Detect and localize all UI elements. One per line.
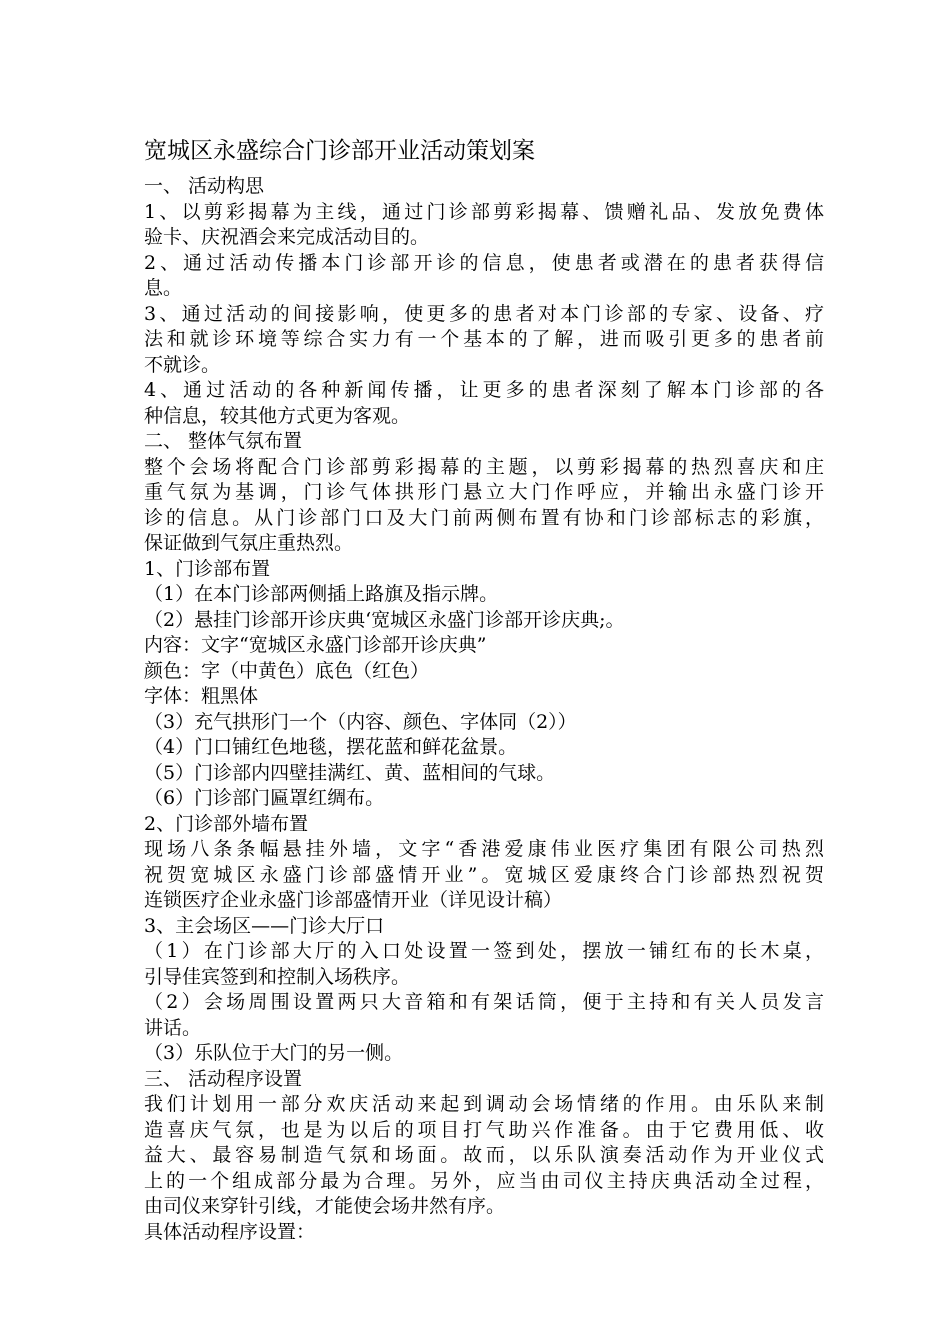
- subsection-heading: 3、主会场区——门诊大厅口: [144, 914, 385, 937]
- paragraph-line: 字体：粗黑体: [144, 685, 259, 707]
- paragraph-line: 种信息，较其他方式更为客观。: [144, 404, 411, 427]
- paragraph-line: 验卡、庆祝酒会来完成活动目的。: [144, 226, 430, 248]
- paragraph-line: 祝贺宽城区永盛门诊部盛情开业”。宽城区爱康终合门诊部热烈祝贺: [144, 863, 824, 886]
- paragraph-line: 由司仪来穿针引线，才能使会场井然有序。: [144, 1195, 506, 1217]
- list-item: （5）门诊部内四壁挂满红、黄、蓝相间的气球。: [144, 761, 556, 784]
- paragraph-line: 整个会场将配合门诊部剪彩揭幕的主题，以剪彩揭幕的热烈喜庆和庄: [144, 455, 824, 478]
- paragraph-line: 1、以剪彩揭幕为主线，通过门诊部剪彩揭幕、馈赠礼品、发放免费体: [144, 200, 824, 223]
- paragraph-line: 内容：文字“宽城区永盛门诊部开诊庆典”: [144, 634, 487, 656]
- paragraph-line: 具体活动程序设置：: [144, 1220, 316, 1243]
- list-item: 讲话。: [144, 1016, 202, 1039]
- paragraph-line: 4、通过活动的各种新闻传播，让更多的患者深刻了解本门诊部的各: [144, 379, 824, 401]
- paragraph-line: 法和就诊环境等综合实力有一个基本的了解，进而吸引更多的患者前: [144, 328, 824, 350]
- document-title: 宽城区永盛综合门诊部开业活动策划案: [144, 138, 535, 164]
- paragraph-line: 现场八条条幅悬挂外墙，文字“香港爱康伟业医疗集团有限公司热烈: [144, 838, 824, 860]
- paragraph-line: 重气氛为基调，门诊气体拱形门悬立大门作呼应，并输出永盛门诊开: [144, 481, 824, 503]
- subsection-heading: 2、门诊部外墙布置: [144, 812, 309, 835]
- paragraph-line: 3、通过活动的间接影响，使更多的患者对本门诊部的专家、设备、疗: [144, 302, 824, 325]
- list-item: （3）乐队位于大门的另一侧。: [144, 1042, 404, 1064]
- paragraph-line: 益大、最容易制造气氛和场面。故而，以乐队演奏活动作为开业仪式: [144, 1144, 824, 1166]
- paragraph-line: 我们计划用一部分欢庆活动来起到调动会场情绪的作用。由乐队来制: [144, 1093, 824, 1115]
- section-heading: 三、 活动程序设置: [144, 1067, 303, 1090]
- list-item: （1）在门诊部大厅的入口处设置一签到处，摆放一铺红布的长木桌，: [144, 940, 824, 962]
- list-item: （2）悬挂门诊部开诊庆典‘宽城区永盛门诊部开诊庆典;。: [144, 608, 625, 631]
- paragraph-line: 上的一个组成部分最为合理。另外，应当由司仪主持庆典活动全过程，: [144, 1169, 824, 1192]
- paragraph-line: 诊的信息。从门诊部门口及大门前两侧布置有协和门诊部标志的彩旗，: [144, 506, 824, 529]
- paragraph-line: 造喜庆气氛，也是为以后的项目打气助兴作准备。由于它费用低、收: [144, 1118, 824, 1141]
- section-heading: 二、 整体气氛布置: [144, 430, 303, 452]
- section-heading: 一、 活动构思: [144, 175, 265, 197]
- list-item: （2）会场周围设置两只大音箱和有架话筒，便于主持和有关人员发言: [144, 991, 824, 1013]
- paragraph-line: 保证做到气氛庄重热烈。: [144, 532, 354, 554]
- paragraph-line: 2、通过活动传播本门诊部开诊的信息，使患者或潜在的患者获得信: [144, 251, 824, 274]
- list-item: 引导佳宾签到和控制入场秩序。: [144, 965, 411, 988]
- paragraph-line: 息。: [144, 277, 183, 299]
- list-item: （4）门口铺红色地毯，摆花蓝和鲜花盆景。: [144, 736, 518, 758]
- paragraph-line: 不就诊。: [144, 353, 221, 376]
- list-item: （1）在本门诊部两侧插上路旗及指示牌。: [144, 583, 499, 605]
- document-body: [144, 132, 824, 1245]
- subsection-heading: 1、门诊部布置: [144, 557, 271, 580]
- list-item: （6）门诊部门匾罩红绸布。: [144, 787, 385, 809]
- paragraph-line: 连锁医疗企业永盛门诊部盛情开业（详见设计稿）: [144, 889, 563, 911]
- list-item: （3）充气拱形门一个（内容、颜色、字体同（2））: [144, 710, 577, 733]
- paragraph-line: 颜色：字（中黄色）底色（红色）: [144, 659, 430, 682]
